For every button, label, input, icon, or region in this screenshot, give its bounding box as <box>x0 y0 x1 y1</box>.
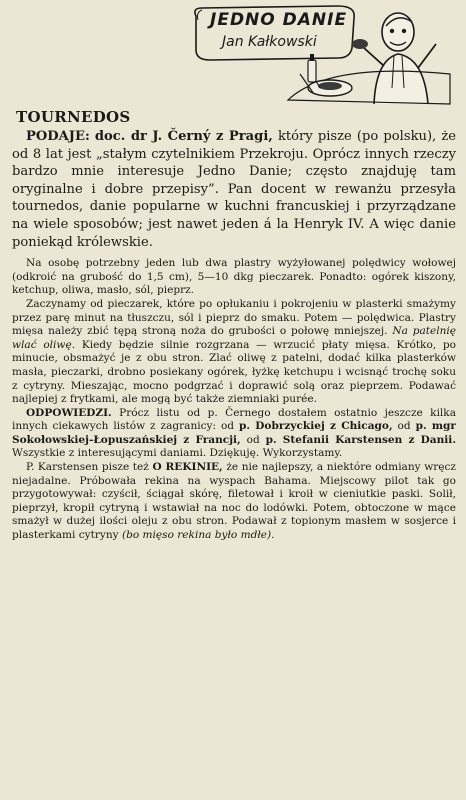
answers-text-3: od <box>240 433 260 446</box>
recipe-body <box>12 257 456 542</box>
intro-text: który pisze (po polsku), że od 8 lat jest „stałym czytelnikiem Przekroju. Oprócz innych rzeczy bardzo mnie interesuje Jedno Danie; często znajduję tam oryginalne i dobre przepisy”. Pan docent w rewanżu przesyła tournedos, danie popularne w kuchni francuskiej i przyrządzane na wiele sposobów; jest nawet jeden á la Henryk IV. A więc danie poniekąd królewskie. <box>12 129 456 250</box>
method-text-1: Zaczynamy od pieczarek, które po opłukaniu i pokrojeniu w plasterki smażymy przez parę minut na tłuszczu, sól i pieprz do smaku. Potem — polędwica. Plastry mięsa należy zbić tępą stroną noża do grubości o połowę mniejszej. <box>12 297 456 338</box>
article <box>12 108 456 543</box>
ingredients-paragraph: Na osobę potrzebny jeden lub dwa plastry wyżyłowanej polędwicy wołowej (odkroić na grubość do 1,5 cm), 5—10 dkg pieczarek. Ponadto: ogórek kiszony, ketchup, oliwa, masło, sól, pieprz. <box>12 257 456 297</box>
answers-text-4: Wszystkie z interesującymi daniami. Dziękuję. Wykorzystamy. <box>12 447 343 460</box>
article-heading: TOURNEDOS <box>16 108 131 126</box>
article-intro <box>12 128 456 251</box>
answers-name-2: p. mgr Sokołowskiej-Łopuszańskiej z Francji, <box>12 420 456 446</box>
shark-text-3: (bo mięso rekina było mdłe). <box>121 529 275 542</box>
answers-name-3: p. Stefanii Karstensen z Danii. <box>265 433 456 446</box>
shark-text-1: P. Karstensen pisze też <box>26 461 149 474</box>
column-title: JEDNO DANIE <box>210 10 348 30</box>
answers-paragraph <box>12 407 456 461</box>
shark-text-2: że nie najlepszy, a niektóre odmiany wręcz niejadalne. Próbowała rekina na wyspach Bahama. Miejscowy pilot tak go przygotowywał: czyścił, ściągał skórę, filetował i kroił w cieniutkie paski. Solił, pieprzył, kropił cytryną i wstawiał na noc do lodówki. Potem, obtoczone w mące smażył w dużej ilości oleju z obu stron. Podawał z topionym masłem w sosjerce i plasterkami cytryny <box>12 461 456 542</box>
answers-text-1: Prócz listu od p. Černego dostałem ostatnio jeszcze kilka innych ciekawych listów z zagranicy: od <box>12 406 456 433</box>
method-text-2: Kiedy będzie silnie rozgrzana — wrzucić płaty mięsa. Krótko, po minucie, obsmażyć je z obu stron. Zlać oliwę z patelni, dodać kilka plasterków masła, pieczarki, drobno posiekany ogórek, łyżkę ketchupu i wcisnąć trochę soku z cytryny. Mieszając, mocno podgrzać i doprawić solą oraz pieprzem. Podawać najlepiej z frytkami, ale mogą być także ziemniaki purée. <box>12 338 456 406</box>
column-author: Jan Kałkowski <box>222 34 317 50</box>
column-masthead <box>188 4 462 108</box>
answers-name-1: p. Dobrzyckiej z Chicago, <box>238 420 393 433</box>
shark-title: O REKINIE, <box>152 461 223 474</box>
shark-paragraph <box>12 461 456 543</box>
answers-label: ODPOWIEDZI. <box>26 406 112 419</box>
answers-text-2: od <box>392 420 411 433</box>
intro-author: doc. dr J. Černý z Pragi, <box>94 129 273 144</box>
intro-lead: PODAJE: <box>26 129 90 144</box>
method-paragraph <box>12 298 456 407</box>
method-emphasis: Na patelnię wlać oliwę. <box>12 325 456 351</box>
